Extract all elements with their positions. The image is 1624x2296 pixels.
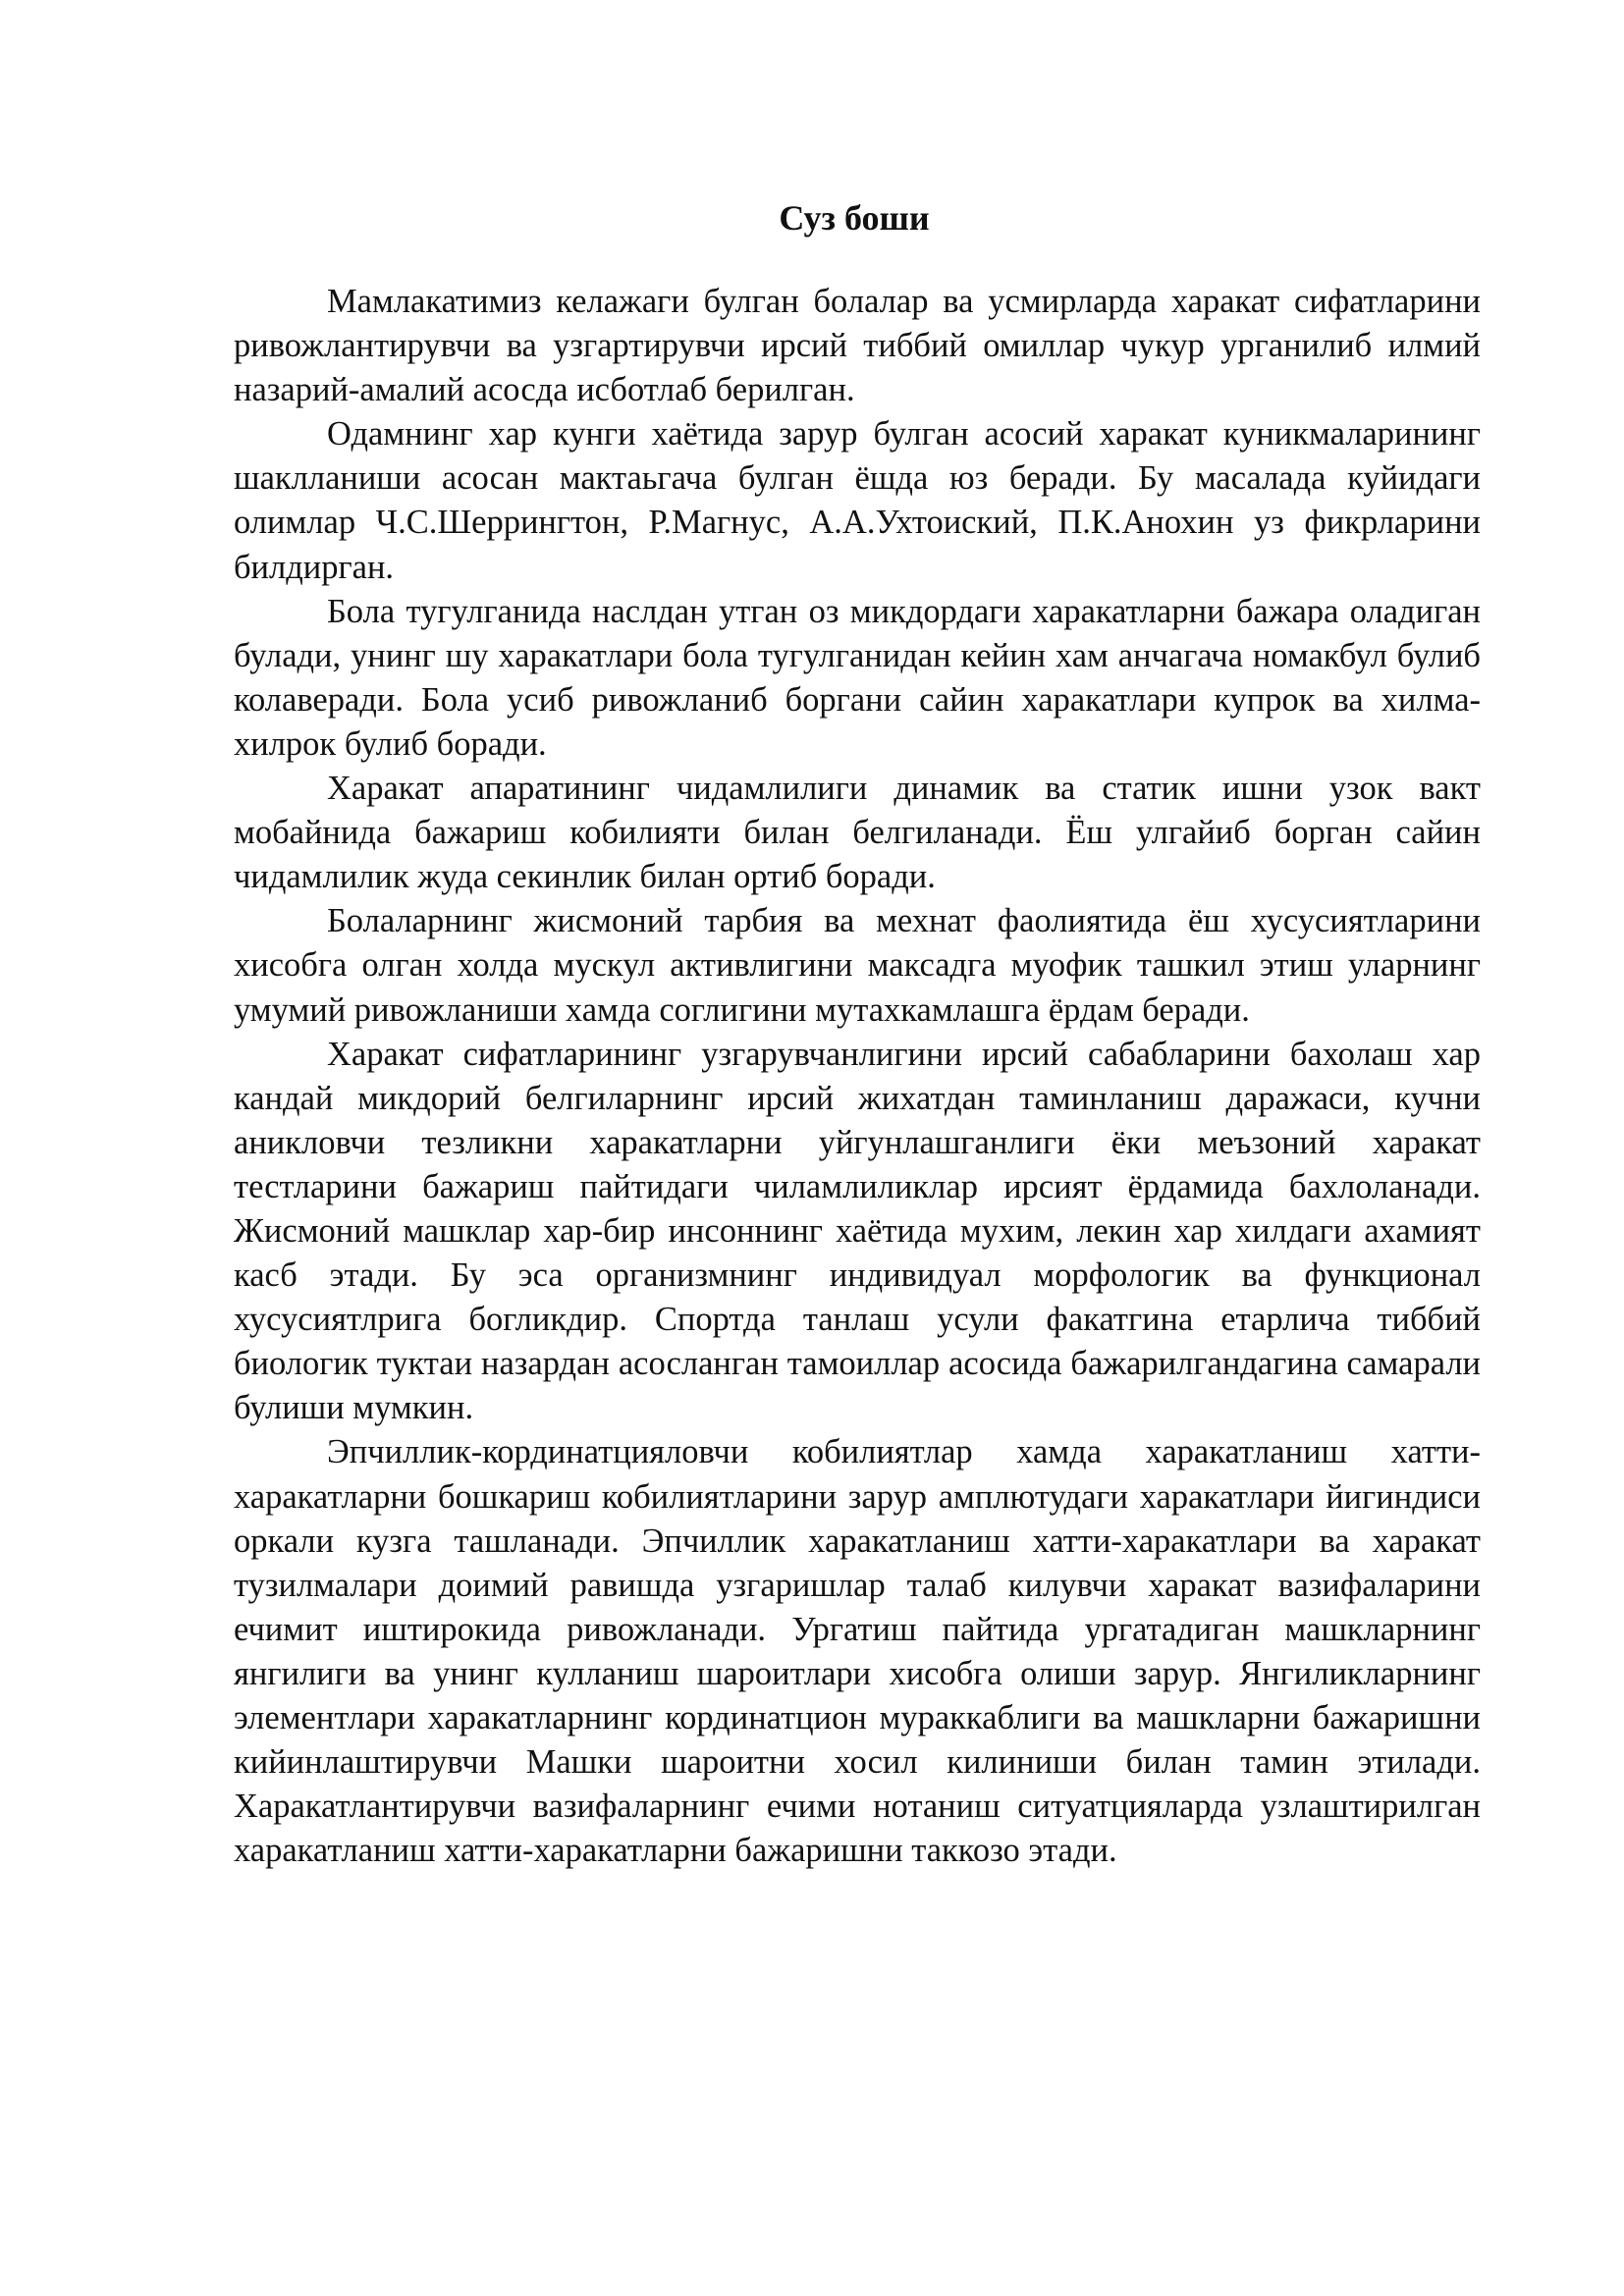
paragraph: Харакат апаратининг чидамлилиги динамик ва статик ишни узок вакт мобайнида бажариш кобилияти билан белгиланади. Ёш улгайиб борган сайин чидамлилик жуда секинлик билан ортиб боради. (234, 770, 1481, 896)
paragraph: Бола тугулганида наслдан утган оз микдордаги харакатларни бажара оладиган булади, унинг шу харакатлари бола тугулганидан кейин хам анчагача номакбул булиб колаверади. Бола усиб ривожланиб боргани сайин харакатлари купрок ва хилма-хилрок булиб боради. (234, 592, 1481, 763)
document-body (234, 280, 1481, 1873)
page-title: Суз боши (779, 198, 930, 238)
paragraph: Болаларнинг жисмоний тарбия ва мехнат фаолиятида ёш хусусиятларини хисобга олган холда мускул активлигини максадга муофик ташкил этиш уларнинг умумий ривожланиши хамда соглигини мутахкамлашга ёрдам беради. (234, 902, 1481, 1029)
paragraph: Одамнинг хар кунги хаётида зарур булган асосий харакат куникмаларининг шаклланиши асосан мактаьгача булган ёшда юз беради. Бу масалада куйидаги олимлар Ч.С.Шеррингтон, Р.Магнус, А.А.Ухтоиский, П.К.Анохин уз фикрларини билдирган. (234, 415, 1481, 586)
paragraph: Харакат сифатларининг узгарувчанлигини ирсий сабабларини бахолаш хар кандай микдорий белгиларнинг ирсий жихатдан таминланиш даражаси, кучни аникловчи тезликни харакатларни уйгунлашганлиги ёки меъзоний харакат тестларини бажариш пайтидаги чиламлиликлар ирсият ёрдамида бахлоланади. Жисмоний машклар хар-бир инсоннинг хаётида мухим, лекин хар хилдаги ахамият касб этади. Бу эса организмнинг индивидуал морфологик ва функционал хусусиятлрига богликдир. Спортда танлаш усули факатгина етарлича тиббий биологик туктаи назардан асосланган тамоиллар асосида бажарилгандагина самарали булиши мумкин. (234, 1035, 1481, 1427)
paragraph: Мамлакатимиз келажаги булган болалар ва усмирларда харакат сифатларини ривожлантирувчи ва узгартирувчи ирсий тиббий омиллар чукур урганилиб илмий назарий-амалий асосда исботлаб берилган. (234, 283, 1481, 409)
paragraph: Эпчиллик-кординатцияловчи кобилиятлар хамда харакатланиш хатти-харакатларни бошкариш кобилиятларини зарур амплютудаги харакатлари йигиндиси оркали кузга ташланади. Эпчиллик харакатланиш хатти-харакатлари ва харакат тузилмалари доимий равишда узгаришлар талаб килувчи харакат вазифаларини ечимит иштирокида ривожланади. Ургатиш пайтида ургатадиган машкларнинг янгилиги ва унинг кулланиш шароитлари хисобга олиши зарур. Янгиликларнинг элементлари харакатларнинг кординатцион мураккаблиги ва машкларни бажаришни кийинлаштирувчи Машки шароитни хосил килиниши билан тамин этилади. Харакатлантирувчи вазифаларнинг ечими нотаниш ситуатцияларда узлаштирилган харакатланиш хатти-харакатларни бажаришни таккозо этади. (234, 1433, 1481, 1870)
